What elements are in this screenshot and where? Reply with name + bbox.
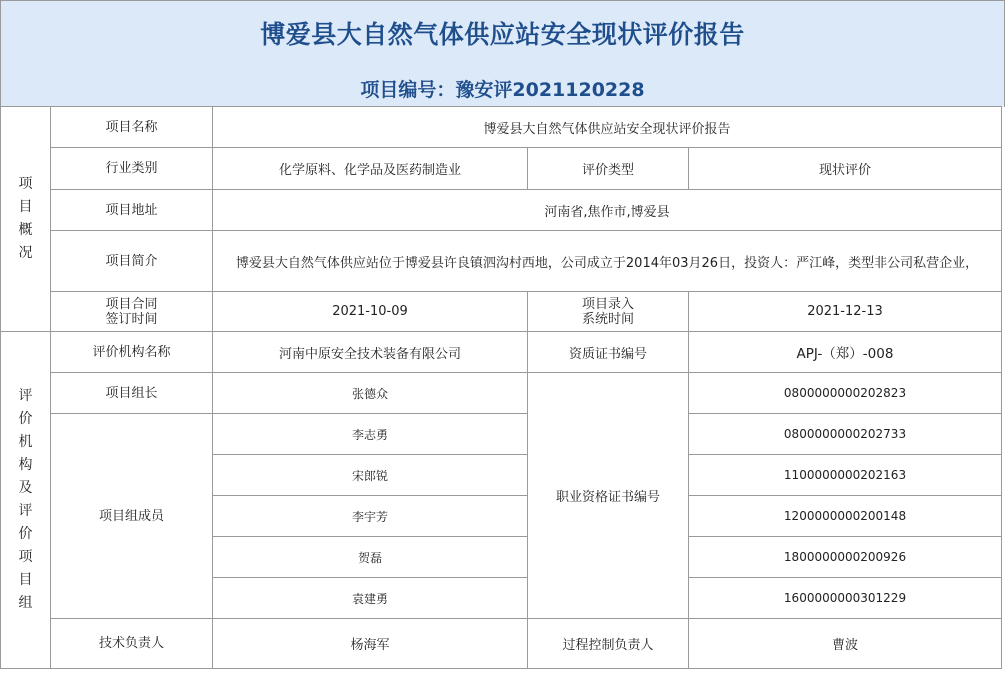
member-name: 袁建勇: [213, 578, 528, 619]
leader-name: 张德众: [213, 373, 528, 414]
row-address: [1, 190, 1002, 231]
industry-label: 行业类别: [51, 148, 213, 190]
leader-cert: 0800000000202823: [689, 373, 1002, 414]
process-lead-value: 曹波: [689, 619, 1002, 669]
row-agency: [1, 332, 1002, 373]
member-cert: 0800000000202733: [689, 414, 1002, 455]
leader-label: 项目组长: [51, 373, 213, 414]
row-intro: [1, 231, 1002, 292]
eval-type-value: 现状评价: [689, 148, 1002, 190]
address-value: 河南省,焦作市,博爱县: [213, 190, 1002, 231]
member-name: 李志勇: [213, 414, 528, 455]
member-row: [1, 414, 1002, 455]
member-name: 宋郎锐: [213, 455, 528, 496]
member-cert: 1100000000202163: [689, 455, 1002, 496]
intro-label: 项目简介: [51, 231, 213, 292]
entry-date-value: 2021-12-13: [689, 292, 1002, 332]
report-table: [0, 106, 1002, 669]
qualification-label: 职业资格证书编号: [528, 373, 689, 619]
row-responsible: [1, 619, 1002, 669]
row-leader: [1, 373, 1002, 414]
entry-date-label: 项目录入 系统时间: [528, 292, 689, 332]
agency-label: 评价机构名称: [51, 332, 213, 373]
row-project-name: [1, 107, 1002, 148]
row-industry: [1, 148, 1002, 190]
report-header: [0, 0, 1005, 107]
member-cert: 1200000000200148: [689, 496, 1002, 537]
section-overview-label: 项 目 概 况: [1, 107, 51, 332]
tech-lead-value: 杨海军: [213, 619, 528, 669]
report-title: 博爱县大自然气体供应站安全现状评价报告: [260, 20, 745, 49]
tech-lead-label: 技术负责人: [51, 619, 213, 669]
industry-value: 化学原料、化学品及医药制造业: [213, 148, 528, 190]
cert-value: APJ-（郑）-008: [689, 332, 1002, 373]
address-label: 项目地址: [51, 190, 213, 231]
member-cert: 1600000000301229: [689, 578, 1002, 619]
section-org-label: 评 价 机 构 及 评 价 项 目 组: [1, 332, 51, 669]
project-name-value: 博爱县大自然气体供应站安全现状评价报告: [213, 107, 1002, 148]
contract-date-label: 项目合同 签订时间: [51, 292, 213, 332]
member-cert: 1800000000200926: [689, 537, 1002, 578]
cert-label: 资质证书编号: [528, 332, 689, 373]
project-name-label: 项目名称: [51, 107, 213, 148]
row-dates: [1, 292, 1002, 332]
members-label: 项目组成员: [51, 414, 213, 619]
eval-type-label: 评价类型: [528, 148, 689, 190]
intro-value: 博爱县大自然气体供应站位于博爱县许良镇泗沟村西地，公司成立于2014年03月26日，投资人：严江峰，类型非公司私营企业，: [213, 231, 1002, 292]
member-name: 贺磊: [213, 537, 528, 578]
member-name: 李宇芳: [213, 496, 528, 537]
process-lead-label: 过程控制负责人: [528, 619, 689, 669]
project-number: 项目编号：豫安评2021120228: [360, 79, 645, 101]
contract-date-value: 2021-10-09: [213, 292, 528, 332]
agency-value: 河南中原安全技术装备有限公司: [213, 332, 528, 373]
